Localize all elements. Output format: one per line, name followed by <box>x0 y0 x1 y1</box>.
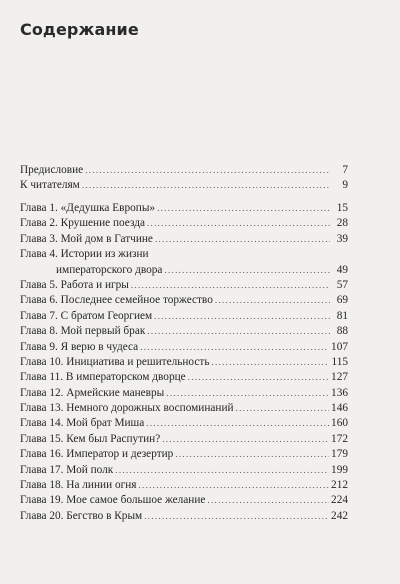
dot-leader <box>140 340 329 355</box>
dot-leader <box>131 278 330 293</box>
toc-entry-title: Глава 1. «Дедушка Европы» <box>20 202 156 214</box>
toc-entry <box>20 370 348 385</box>
toc-entry-page: 88 <box>336 325 348 338</box>
toc-entry <box>20 386 348 401</box>
toc-entry-page: 107 <box>331 340 348 353</box>
toc-entry <box>20 416 348 431</box>
dot-leader <box>188 370 329 385</box>
toc-entry-page: 199 <box>331 463 348 476</box>
dot-leader <box>236 401 330 416</box>
toc-entry-title: Глава 8. Мой первый брак <box>20 325 146 338</box>
toc-entry <box>20 278 348 293</box>
toc-entry-title: Глава 16. Император и дезертир <box>20 448 174 461</box>
toc-entry <box>20 293 348 308</box>
toc-entry-title: Глава 2. Крушение поезда <box>20 217 145 230</box>
toc-entry <box>20 340 348 355</box>
toc-intro-list <box>20 163 348 194</box>
toc-entry-title: Глава 7. С братом Георгием <box>20 309 153 322</box>
toc-entry-page: 127 <box>331 371 348 384</box>
toc-entry-title: К читателям <box>20 179 80 192</box>
dot-leader <box>155 232 330 247</box>
toc-entry-page: 15 <box>336 202 348 214</box>
toc-entry-page: 9 <box>342 179 348 192</box>
toc-entry-title: Глава 12. Армейские маневры <box>20 386 165 399</box>
toc-entry <box>20 447 348 462</box>
dot-leader <box>162 432 329 447</box>
toc-entry <box>20 201 348 216</box>
toc-entry-title: Глава 14. Мой брат Миша <box>20 417 145 430</box>
dot-leader <box>144 509 329 524</box>
toc-entry <box>20 432 348 447</box>
dot-leader <box>166 386 329 401</box>
toc-entry-page: 28 <box>336 217 348 230</box>
toc-entry <box>20 324 348 339</box>
toc-entry-page: 115 <box>331 355 348 368</box>
toc-entry-title: Глава 6. Последнее семейное торжество <box>20 294 213 307</box>
dot-leader <box>175 447 329 462</box>
toc-chapter-list <box>20 201 348 524</box>
toc-entry-page: 39 <box>336 232 348 245</box>
toc-entry-page: 160 <box>331 417 348 430</box>
toc-entry-title: Глава 15. Кем был Распутин? <box>20 432 161 445</box>
toc-entry <box>20 178 348 193</box>
dot-leader <box>147 216 330 231</box>
toc-entry-title: Глава 4. Истории из жизни <box>20 248 149 261</box>
toc-entry-page: 146 <box>331 402 348 415</box>
toc-entry <box>20 309 348 324</box>
toc-entry-page: 172 <box>331 432 348 445</box>
toc-entry-page: 7 <box>342 164 348 176</box>
toc-entry-title: Глава 11. В императорском дворце <box>20 371 186 384</box>
toc-entry-title: Глава 20. Бегство в Крым <box>20 509 143 522</box>
toc-entry-title: Глава 17. Мой полк <box>20 463 114 476</box>
toc-entry-title: Глава 13. Немного дорожных воспоминаний <box>20 402 234 415</box>
toc-entry-page: 57 <box>336 278 348 291</box>
dot-leader <box>164 263 330 278</box>
dot-leader <box>115 463 329 478</box>
toc-entry <box>20 401 348 416</box>
toc-entry-page: 179 <box>331 448 348 461</box>
toc-entry <box>20 463 348 478</box>
dot-leader <box>85 163 330 178</box>
toc-entry-page: 49 <box>336 263 348 276</box>
dot-leader <box>154 309 330 324</box>
toc-entry-title: Глава 18. На линии огня <box>20 479 137 492</box>
toc-entry <box>20 263 348 278</box>
toc-entry-page: 136 <box>331 386 348 399</box>
toc-entry <box>20 493 348 508</box>
toc-entry-title: Глава 19. Мое самое большое желание <box>20 494 206 507</box>
dot-leader <box>207 493 329 508</box>
toc-entry <box>20 355 348 370</box>
toc-entry-title: Предисловие <box>20 164 84 176</box>
toc-entry <box>20 247 348 262</box>
toc-entry <box>20 232 348 247</box>
toc-entry-title: Глава 3. Мой дом в Гатчине <box>20 232 153 245</box>
toc-entry <box>20 216 348 231</box>
dot-leader <box>157 201 330 216</box>
toc-entry-title: Глава 5. Работа и игры <box>20 278 129 291</box>
toc-entry-page: 242 <box>331 509 348 522</box>
dot-leader <box>215 293 330 308</box>
dot-leader <box>146 416 329 431</box>
toc-entry-page: 69 <box>336 294 348 307</box>
toc-entry <box>20 163 348 178</box>
toc-entry <box>20 478 348 493</box>
toc-entry-title: Глава 10. Инициатива и решительность <box>20 355 210 368</box>
toc-entry-title: Глава 9. Я верю в чудеса <box>20 340 139 353</box>
page-title: Содержание <box>20 20 139 39</box>
toc-entry <box>20 509 348 524</box>
toc-entry-page: 212 <box>331 479 348 492</box>
toc-entry-page: 81 <box>336 309 348 322</box>
toc-entry-page: 224 <box>331 494 348 507</box>
dot-leader <box>147 324 330 339</box>
toc-entry-title: императорского двора <box>56 263 163 276</box>
dot-leader <box>211 355 329 370</box>
dot-leader <box>138 478 329 493</box>
dot-leader <box>82 178 330 193</box>
